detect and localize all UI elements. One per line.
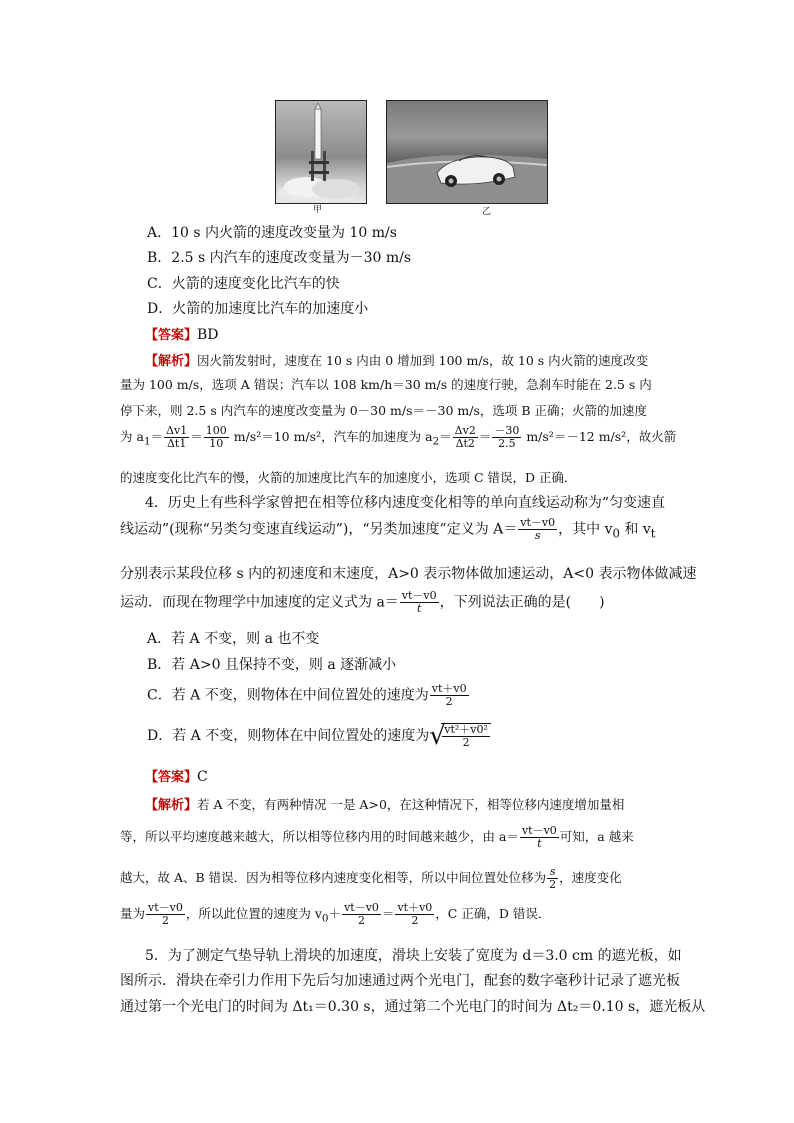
q5-stem-line1: 5．为了测定气垫导轨上滑块的加速度，滑块上安装了宽度为 d＝3.0 cm 的遮光板，如 [145,948,682,964]
fraction: $\frac{vt-v0}{t}$ [521,824,557,851]
q4-option-d: D．若 A 不变，则物体在中间位置处的速度为 √ $\frac{\text{vt²＋v0²}}{2}$ [147,723,491,749]
q3-option-a: A．10 s 内火箭的速度改变量为 10 m/s [147,225,397,241]
answer-value: BD [197,327,219,343]
q4-stem-line2: 线运动”(现称“另类匀变速直线运动”)，“另类加速度”定义为 A＝ $\frac{vt-v0}{s}$ ，其中 $v_0$ 和 $v_t$ [120,516,656,543]
fraction: $\frac{vt+v0}{2}$ [397,901,433,928]
answer-tag: 【答案】 [145,770,198,785]
car-photo [386,100,548,204]
fraction: $\frac{\Delta v2}{\Delta t2}$ [454,424,476,451]
q3-analysis-line5: 的速度变化比汽车的慢，火箭的加速度比汽车的加速度小，选项 C 错误，D 正确． [120,470,577,485]
q3-answer [145,324,219,343]
answer-tag: 【答案】 [145,328,198,343]
analysis-tag: 【解析】 [145,798,198,813]
q3-option-c: C．火箭的速度变化比汽车的快 [147,276,340,292]
q4-option-a: A．若 A 不变，则 a 也不变 [147,631,320,647]
q3-analysis-line4: 为 $a_1=$ $\frac{\Delta v1}{\Delta t1}$ ＝ $\frac{100}{10}$ m/s²＝10 m/s²，汽车的加速度为 $a_2=$ $\frac{\Delta v2}{\Delta t2}$ ＝ $\frac{-30}{2.5}$ m/s²＝－12 m/s²，故火箭 [120,424,677,451]
q4-option-c: C．若 A 不变，则物体在中间位置处的速度为 $\frac{vt+v0}{2}$ [147,682,467,709]
q4-stem-line1: 4．历史上有些科学家曾把在相等位移内速度变化相等的单向直线运动称为“匀变速直 [145,495,666,511]
q4-option-b: B．若 A>0 且保持不变，则 a 逐渐减小 [147,657,397,673]
fraction: $\frac{vt-v0}{2}$ [148,901,183,928]
fraction: $\frac{s}{2}$ [549,865,557,892]
q4-answer [145,766,208,785]
q4-analysis-line1: 【解析】若 A 不变，有两种情况 一是 A>0，在这种情况下，相等位移内速度增加量相 [145,797,625,813]
caption-left: 甲 [313,205,323,215]
q4-stem-line4: 运动．而现在物理学中加速度的定义式为 a＝ $\frac{vt-v0}{t}$ ，下列说法正确的是( ) [120,589,605,616]
q3-analysis-line2: 量为 100 m/s，选项 A 错误；汽车以 108 km/h＝30 m/s 的速度行驶，急刹车时能在 2.5 s 内 [120,377,652,392]
fraction: $\frac{\Delta v1}{\Delta t1}$ [166,424,188,451]
fraction: $\frac{vt-v0}{s}$ [520,516,556,543]
q4-analysis-line3: 越大，故 A、B 错误．因为相等位移内速度变化相等，所以中间位置处位移为 $\frac{s}{2}$ ，速度变化 [120,865,622,892]
q3-option-b: B．2.5 s 内汽车的速度改变量为－30 m/s [147,250,412,266]
q3-analysis-line1: 【解析】因火箭发射时，速度在 10 s 内由 0 增加到 100 m/s，故 10 s 内火箭的速度改变 [145,353,649,369]
fraction: $\frac{vt-v0}{t}$ [401,589,437,616]
q5-stem-line2: 图所示．滑块在牵引力作用下先后匀加速通过两个光电门，配套的数字毫秒计记录了遮光板 [120,973,680,989]
rocket-icon [276,101,366,203]
q4-analysis-line2: 等，所以平均速度越来越大，所以相等位移内用的时间越来越少，由 a＝ $\frac{vt-v0}{t}$ 可知，a 越来 [120,824,634,851]
fraction: $\frac{100}{10}$ [205,424,227,451]
q5-stem-line3: 通过第一个光电门的时间为 Δt₁＝0.30 s，通过第二个光电门的时间为 Δt₂＝0.10 s，遮光板从 [120,999,706,1015]
q3-analysis-line3: 停下来，则 2.5 s 内汽车的速度改变量为 0－30 m/s＝－30 m/s，选项 B 正确；火箭的加速度 [120,403,647,418]
fraction: $\frac{vt-v0}{2}$ [344,901,379,928]
fraction: $\frac{-30}{2.5}$ [494,424,520,451]
analysis-tag: 【解析】 [145,354,198,369]
answer-value: C [197,769,208,785]
q4-stem-line3: 分别表示某段位移 s 内的初速度和末速度，A>0 表示物体做加速运动，A<0 表示物体做减速 [120,566,697,582]
fraction: $\frac{\text{vt²＋v0²}}{2}$ [444,723,488,750]
rocket-photo [275,100,367,204]
q3-option-d: D．火箭的加速度比汽车的加速度小 [147,301,369,317]
car-icon [387,101,547,203]
caption-right: 乙 [482,207,492,217]
sqrt-symbol: √ $\frac{\text{vt²＋v0²}}{2}$ [429,723,491,749]
q4-analysis-line4: 量为 $\frac{vt-v0}{2}$ ，所以此位置的速度为 $v_0+$ $\frac{vt-v0}{2}$ ＝ $\frac{vt+v0}{2}$ ，C 正确，D 错误． [120,901,551,928]
fraction: $\frac{vt+v0}{2}$ [431,682,467,709]
